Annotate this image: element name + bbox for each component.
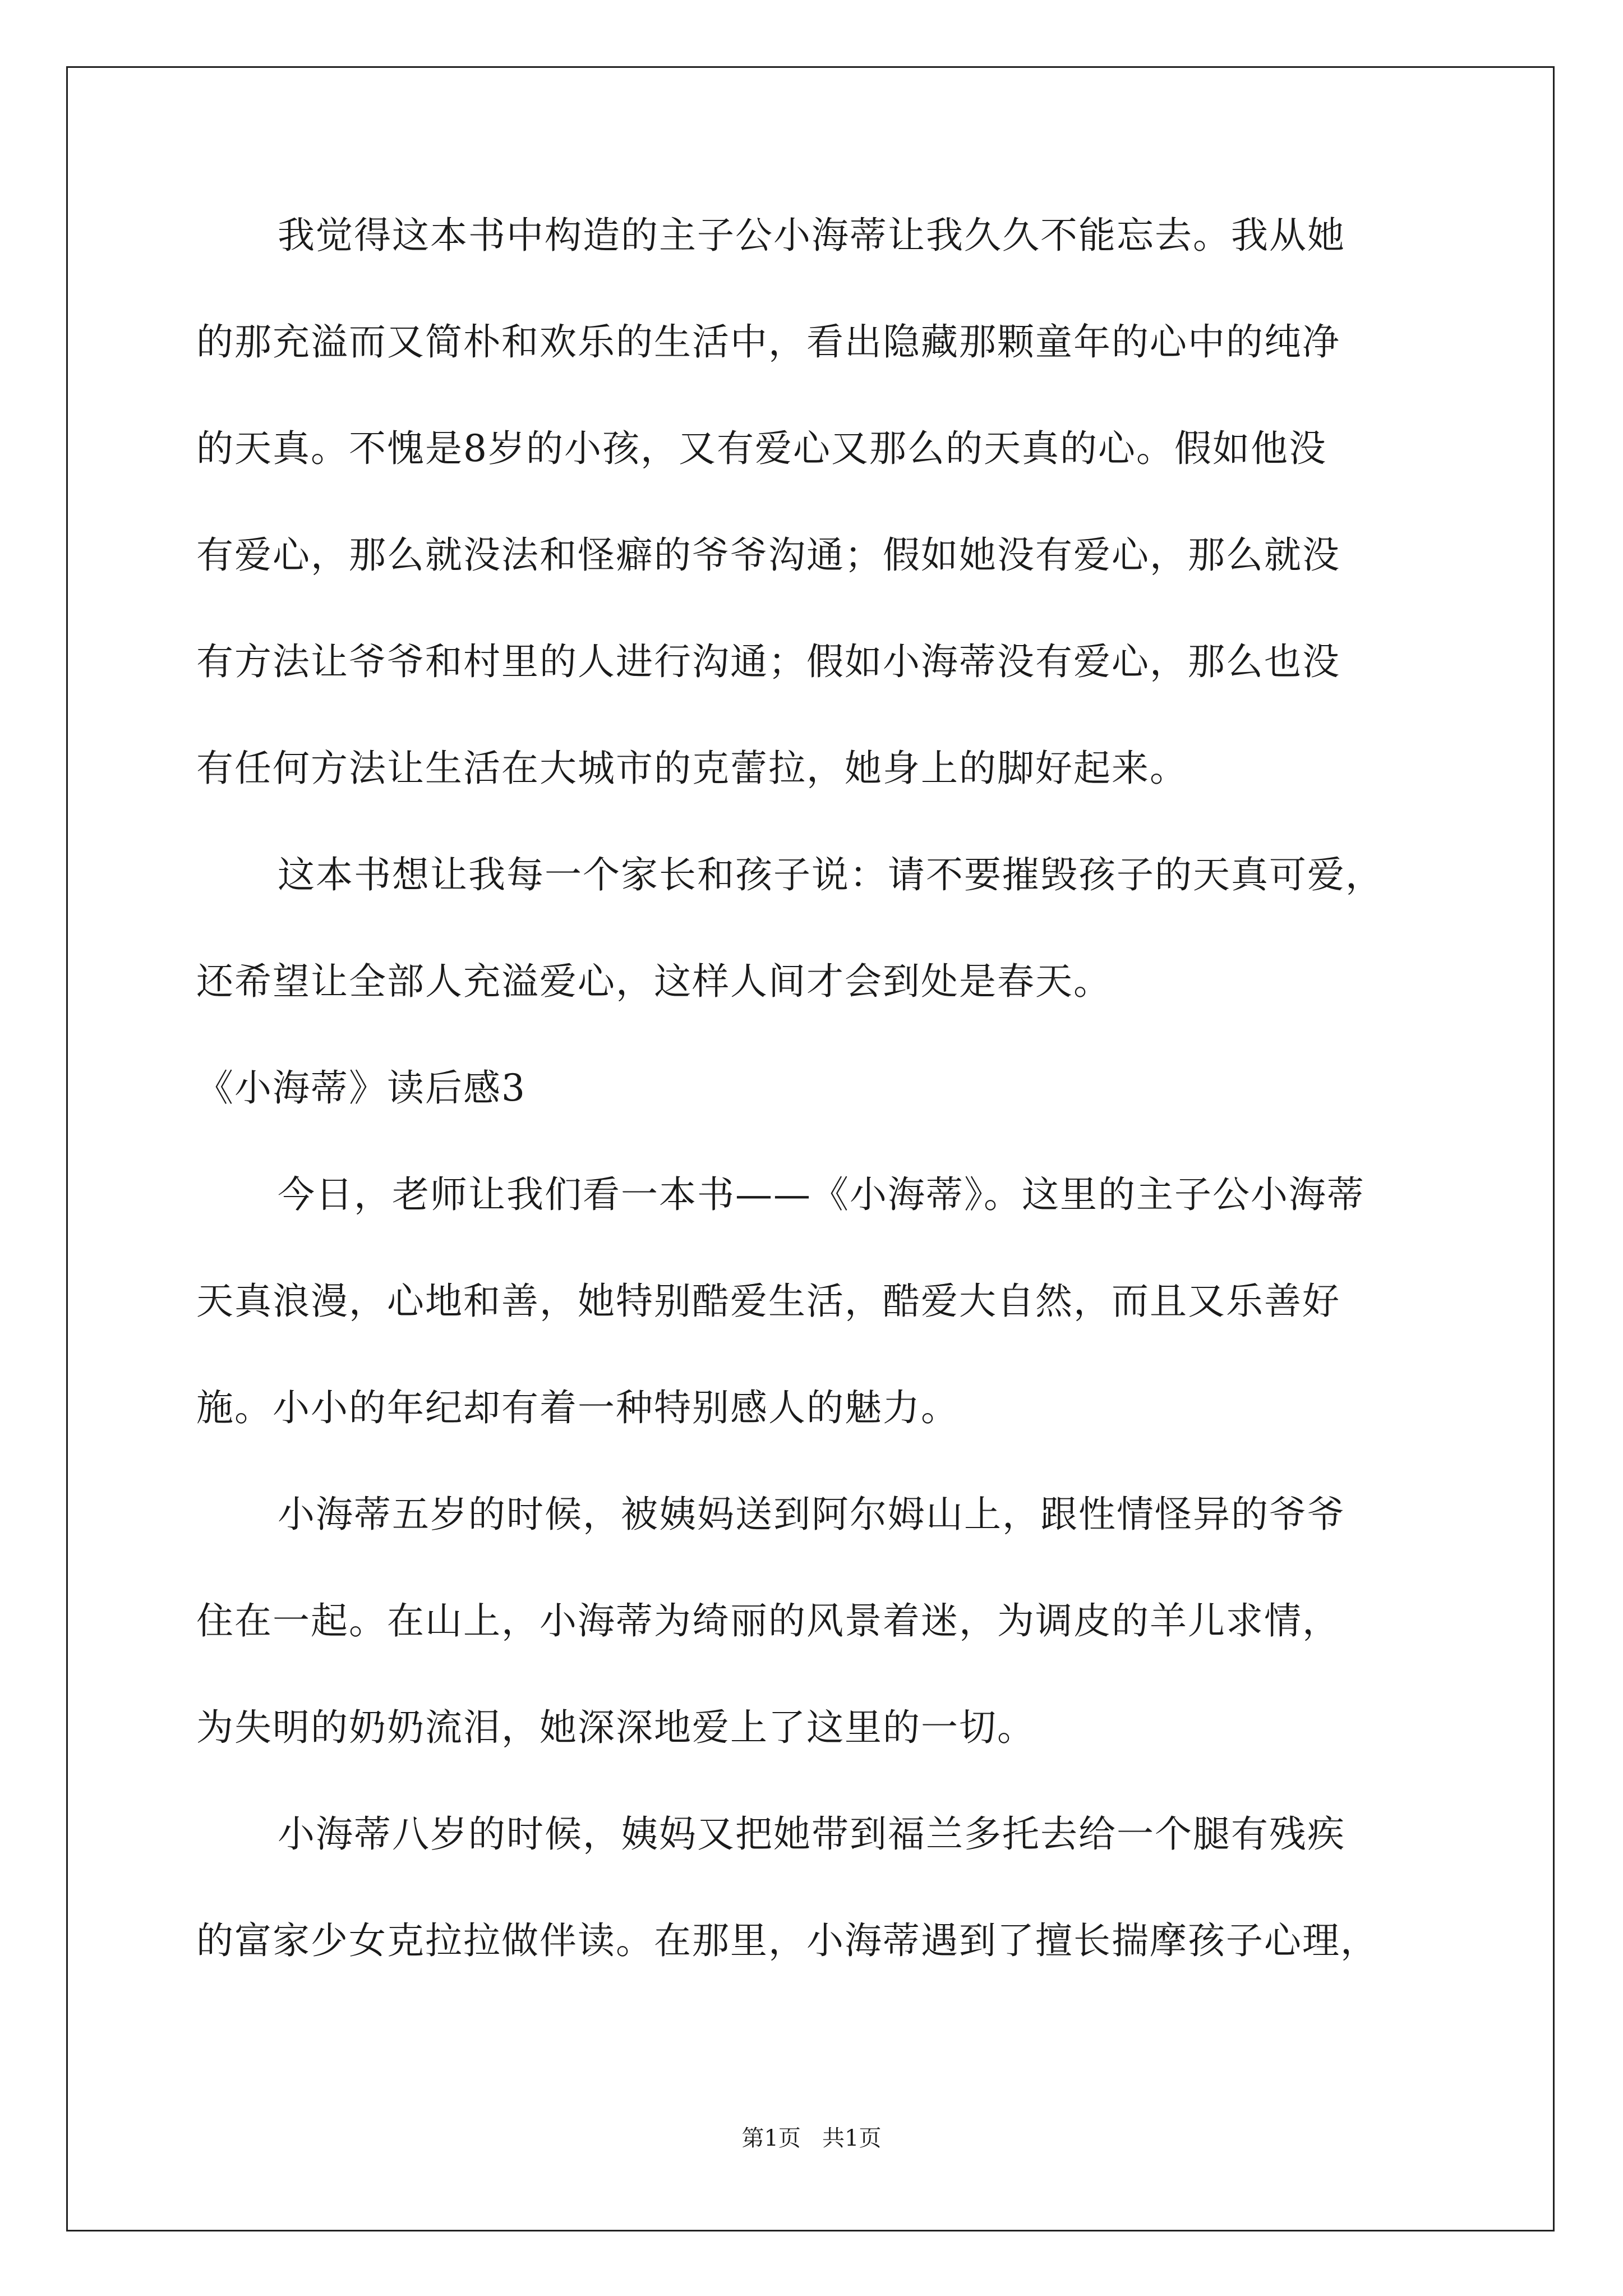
text-line: 有任何方法让生活在大城市的克蕾拉，她身上的脚好起来。 xyxy=(196,747,1188,790)
text-line: 有爱心，那么就没法和怪癖的爷爷沟通；假如她没有爱心，那么就没 xyxy=(196,533,1340,577)
text-line: 小海蒂五岁的时候，被姨妈送到阿尔姆山上，跟性情怪异的爷爷 xyxy=(278,1493,1345,1536)
text-line: 的富家少女克拉拉做伴读。在那里，小海蒂遇到了擅长揣摩孩子心理， xyxy=(196,1919,1378,1962)
text-line: 为失明的奶奶流泪，她深深地爱上了这里的一切。 xyxy=(196,1706,1035,1749)
text-line: 今日，老师让我们看一本书——《小海蒂》。这里的主子公小海蒂 xyxy=(278,1173,1365,1216)
text-line: 有方法让爷爷和村里的人进行沟通；假如小海蒂没有爱心，那么也没 xyxy=(196,640,1340,683)
text-line: 还希望让全部人充溢爱心，这样人间才会到处是春天。 xyxy=(196,960,1112,1003)
text-line: 这本书想让我每一个家长和孩子说：请不要摧毁孩子的天真可爱， xyxy=(278,853,1384,896)
text-line: 施。小小的年纪却有着一种特别感人的魅力。 xyxy=(196,1386,959,1429)
page-border xyxy=(66,66,1555,2231)
page-number: 第1页 共1页 xyxy=(741,2125,882,2151)
text-line: 小海蒂八岁的时候，姨妈又把她带到福兰多托去给一个腿有残疾 xyxy=(278,1812,1345,1856)
text-line: 天真浪漫，心地和善，她特别酷爱生活，酷爱大自然，而且又乐善好 xyxy=(196,1280,1340,1323)
section-heading: 《小海蒂》读后感3 xyxy=(196,1066,526,1110)
text-line: 我觉得这本书中构造的主子公小海蒂让我久久不能忘去。我从她 xyxy=(278,214,1345,257)
text-line: 的天真。不愧是8岁的小孩，又有爱心又那么的天真的心。假如他没 xyxy=(196,427,1327,470)
text-line: 住在一起。在山上，小海蒂为绮丽的风景着迷，为调皮的羊儿求情， xyxy=(196,1599,1340,1642)
text-line: 的那充溢而又简朴和欢乐的生活中，看出隐藏那颗童年的心中的纯净 xyxy=(196,320,1340,364)
